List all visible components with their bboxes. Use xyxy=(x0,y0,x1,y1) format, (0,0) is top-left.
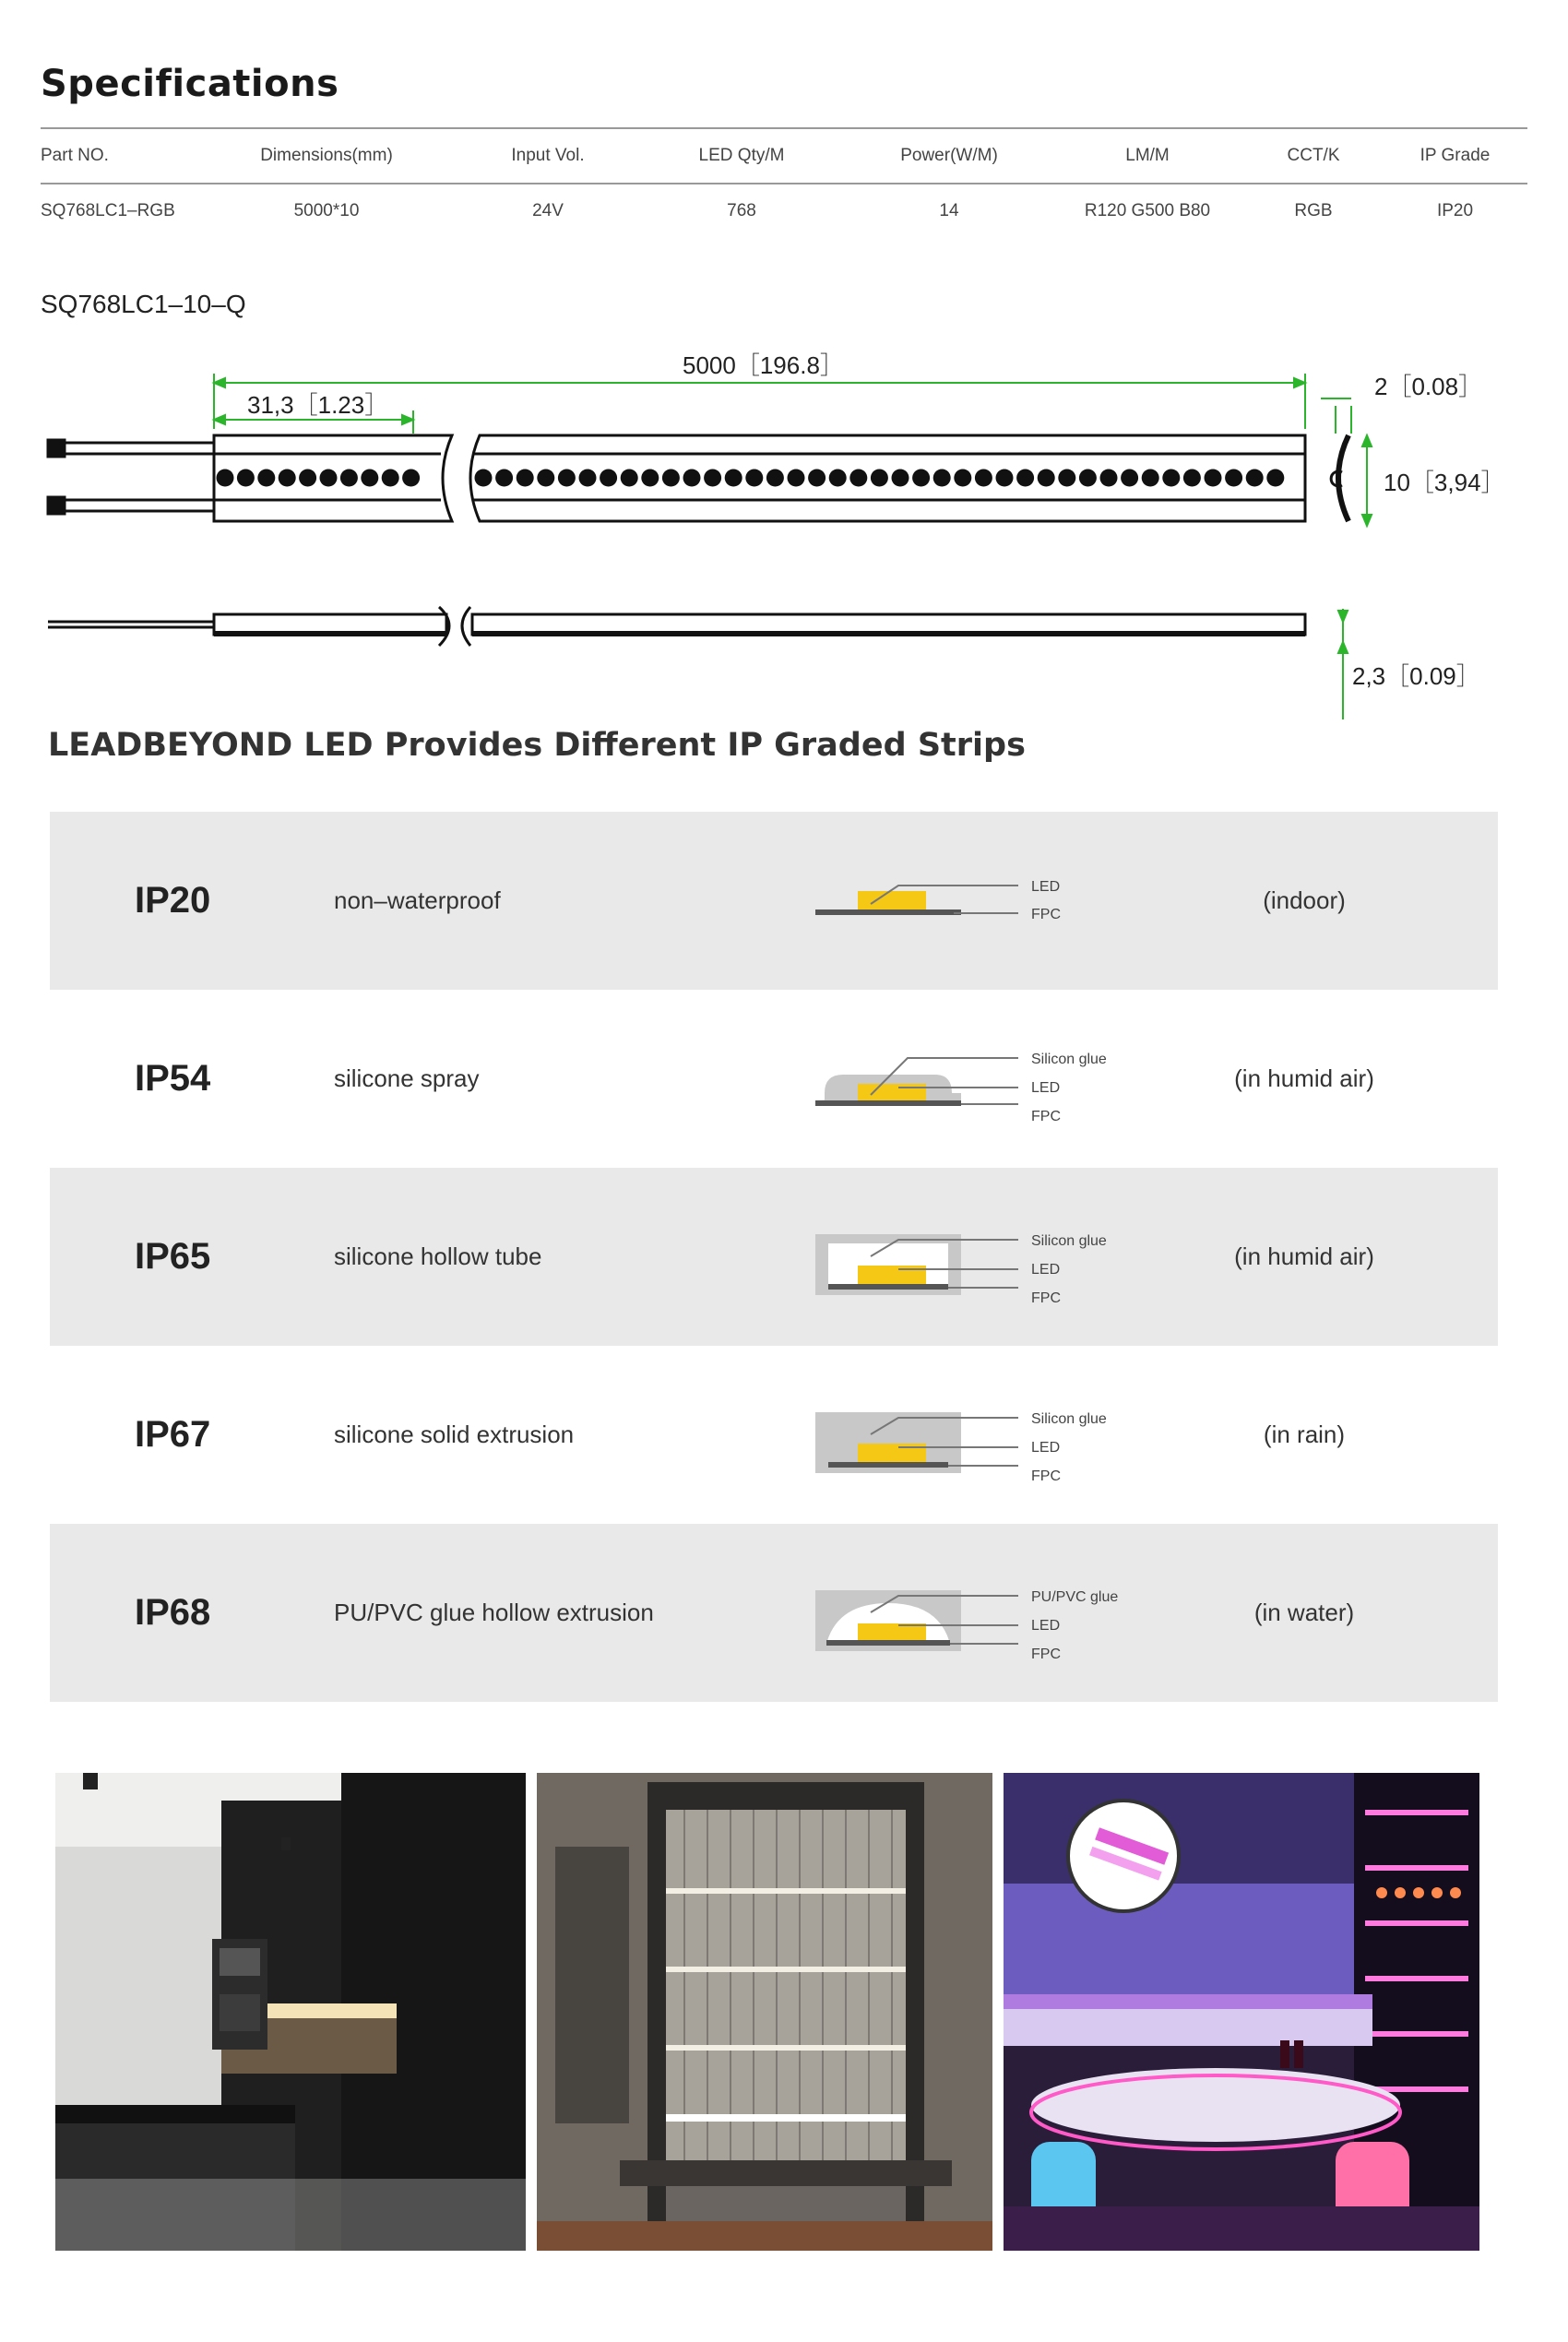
segment-label: 31,3［1.23］ xyxy=(247,391,389,419)
led-dot xyxy=(788,470,805,487)
layer-label: Silicon glue xyxy=(1031,1233,1107,1249)
led-dot xyxy=(1225,470,1242,487)
ip-row xyxy=(50,1168,1498,1346)
ip-row xyxy=(50,990,1498,1168)
led-dot xyxy=(745,470,763,487)
spec-header-ip-grade: IP Grade xyxy=(1420,146,1491,165)
dimension-lines xyxy=(214,374,1372,719)
led-dot xyxy=(1079,470,1097,487)
ip-grade: IP20 xyxy=(135,880,211,921)
led-dot xyxy=(382,470,399,487)
led-dot xyxy=(954,470,971,487)
ip-description: silicone solid extrusion xyxy=(334,1421,575,1448)
spec-header-led-qty: LED Qty/M xyxy=(698,146,785,165)
ip67-cross-section-diagram xyxy=(760,1397,1147,1482)
spec-header-cct: CCT/K xyxy=(1287,146,1340,165)
led-dot xyxy=(1162,470,1180,487)
led-dot xyxy=(299,470,316,487)
led-dot xyxy=(279,470,296,487)
led-dot xyxy=(662,470,680,487)
layer-label: LED xyxy=(1031,879,1061,895)
ip-environment: (indoor) xyxy=(1263,886,1346,914)
layer-label: LED xyxy=(1031,1618,1061,1634)
ip-row xyxy=(50,812,1498,990)
ip-row xyxy=(50,1346,1498,1524)
spec-data-row xyxy=(41,184,1527,238)
spec-header-part-no: Part NO. xyxy=(41,146,109,165)
spec-ip-grade: IP20 xyxy=(1436,201,1474,220)
thickness-top-label: 2［0.08］ xyxy=(1374,373,1483,400)
led-dot xyxy=(558,470,576,487)
ip-description: silicone spray xyxy=(334,1064,480,1092)
layer-label: FPC xyxy=(1031,1647,1061,1660)
ip-description: non–waterproof xyxy=(334,886,501,914)
spec-input-vol: 24V xyxy=(532,201,564,220)
ip20-cross-section-diagram xyxy=(760,863,1147,948)
ip-environment: (in humid air) xyxy=(1234,1064,1374,1092)
ip-description: PU/PVC glue hollow extrusion xyxy=(334,1599,654,1626)
led-dot xyxy=(1183,470,1201,487)
led-dot xyxy=(257,470,275,487)
spec-cct: RGB xyxy=(1294,201,1333,220)
led-dot xyxy=(1246,470,1264,487)
led-dot xyxy=(641,470,659,487)
kitchen-photo xyxy=(55,1773,526,2251)
led-dot xyxy=(912,470,930,487)
strip-side-view xyxy=(48,607,1305,646)
led-dot xyxy=(829,470,847,487)
led-dot xyxy=(621,470,638,487)
layer-label: PU/PVC glue xyxy=(1031,1589,1119,1605)
led-dot xyxy=(808,470,826,487)
led-dot xyxy=(1058,470,1075,487)
ip-grade: IP68 xyxy=(135,1592,211,1633)
spec-table xyxy=(41,127,1527,238)
strip-end-section xyxy=(1338,435,1348,521)
ip-environment: (in water) xyxy=(1253,1599,1355,1626)
ip-row xyxy=(50,1524,1498,1702)
length-label: 5000［196.8］ xyxy=(683,351,844,379)
ip68-cross-section-diagram xyxy=(760,1575,1147,1660)
led-dot xyxy=(402,470,420,487)
ip-environment: (in rain) xyxy=(1263,1421,1346,1448)
layer-label: FPC xyxy=(1031,907,1061,922)
led-dot xyxy=(725,470,742,487)
led-dot xyxy=(996,470,1014,487)
led-dot xyxy=(475,470,493,487)
strip-dimension-drawing xyxy=(0,332,1568,738)
layer-label: FPC xyxy=(1031,1468,1061,1482)
layer-label: FPC xyxy=(1031,1109,1061,1124)
led-dots xyxy=(217,470,1285,487)
led-dot xyxy=(892,470,909,487)
led-dot xyxy=(849,470,867,487)
ip-table xyxy=(50,812,1498,1702)
spec-title: Specifications xyxy=(41,63,339,105)
application-photos xyxy=(55,1773,1503,2251)
led-dot xyxy=(1142,470,1159,487)
led-dot xyxy=(579,470,597,487)
led-dot xyxy=(217,470,234,487)
led-dot xyxy=(600,470,617,487)
layer-label: Silicon glue xyxy=(1031,1411,1107,1427)
layer-label: LED xyxy=(1031,1440,1061,1456)
ip65-cross-section-diagram xyxy=(760,1219,1147,1304)
model-label: SQ768LC1–10–Q xyxy=(41,290,246,318)
led-dot xyxy=(237,470,255,487)
led-dot xyxy=(704,470,721,487)
spec-header-row xyxy=(41,129,1527,184)
led-dot xyxy=(975,470,992,487)
layer-label: FPC xyxy=(1031,1290,1061,1304)
layer-label: Silicon glue xyxy=(1031,1052,1107,1067)
dining-rgb-photo xyxy=(1004,1773,1479,2251)
ip-grade: IP67 xyxy=(135,1414,211,1455)
led-dot xyxy=(1266,470,1284,487)
spec-power: 14 xyxy=(939,201,959,220)
ip-grade: IP54 xyxy=(135,1058,211,1099)
led-dot xyxy=(766,470,784,487)
led-dot xyxy=(495,470,513,487)
led-dot xyxy=(1038,470,1055,487)
led-dot xyxy=(933,470,951,487)
led-dot xyxy=(683,470,701,487)
width-label: 10［3,94］ xyxy=(1384,469,1505,496)
led-dot xyxy=(1205,470,1222,487)
led-dot xyxy=(1016,470,1034,487)
ip-heading: LEADBEYOND LED Provides Different IP Graded Strips xyxy=(48,727,1026,764)
led-dot xyxy=(320,470,338,487)
led-dot xyxy=(1100,470,1118,487)
shelf-photo xyxy=(537,1773,992,2251)
spec-header-dimensions: Dimensions(mm) xyxy=(260,146,393,165)
led-dot xyxy=(871,470,888,487)
led-dot xyxy=(517,470,534,487)
spec-header-power: Power(W/M) xyxy=(900,146,998,165)
layer-label: LED xyxy=(1031,1080,1061,1096)
spec-led-qty: 768 xyxy=(727,201,756,220)
thickness-side-label: 2,3［0.09］ xyxy=(1352,662,1480,690)
ip-environment: (in humid air) xyxy=(1234,1242,1374,1270)
spec-header-lumen: LM/M xyxy=(1125,146,1170,165)
spec-header-input-vol: Input Vol. xyxy=(511,146,585,165)
led-dot xyxy=(537,470,554,487)
ip54-cross-section-diagram xyxy=(760,1041,1147,1126)
layer-label: LED xyxy=(1031,1262,1061,1278)
spec-part-no: SQ768LC1–RGB xyxy=(41,201,175,220)
ip-grade: IP65 xyxy=(135,1236,211,1277)
spec-dimensions: 5000*10 xyxy=(293,201,360,220)
led-dot xyxy=(340,470,358,487)
led-dot xyxy=(1121,470,1138,487)
ip-description: silicone hollow tube xyxy=(334,1242,542,1270)
led-dot xyxy=(361,470,378,487)
spec-lumen: R120 G500 B80 xyxy=(1084,201,1211,220)
